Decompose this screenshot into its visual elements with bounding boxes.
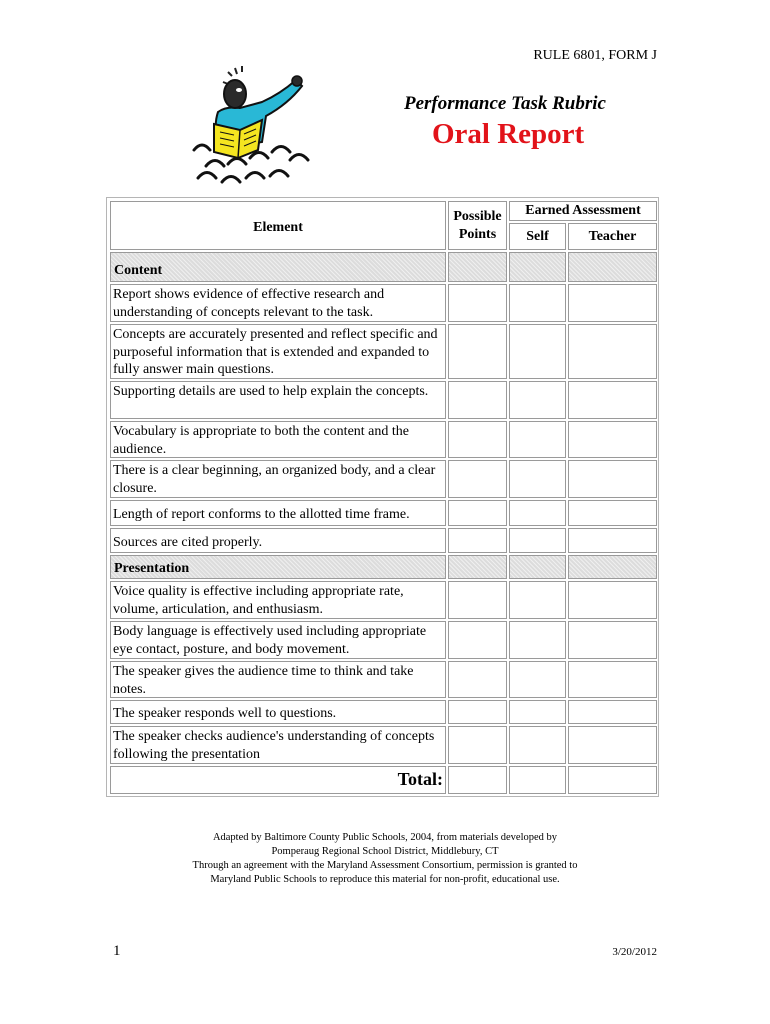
possible-points-cell[interactable] bbox=[448, 726, 507, 764]
teacher-score-cell[interactable] bbox=[568, 284, 657, 322]
possible-points-cell[interactable] bbox=[448, 460, 507, 498]
teacher-score-cell[interactable] bbox=[568, 726, 657, 764]
self-label: Self bbox=[526, 229, 549, 244]
possible-points-cell[interactable] bbox=[448, 381, 507, 419]
possible-points-cell[interactable] bbox=[448, 421, 507, 458]
possible-points-cell[interactable] bbox=[448, 324, 507, 379]
possible-points-cell[interactable] bbox=[448, 528, 507, 553]
self-score-cell[interactable] bbox=[509, 581, 566, 619]
document-date: 3/20/2012 bbox=[612, 946, 657, 958]
subtitle: Performance Task Rubric bbox=[404, 93, 606, 114]
teacher-label: Teacher bbox=[588, 229, 637, 244]
teacher-score-cell[interactable] bbox=[568, 700, 657, 724]
possible-points-header bbox=[448, 201, 507, 250]
section-presentation bbox=[110, 555, 446, 579]
footer-attribution bbox=[0, 831, 770, 887]
page-title: Oral Report bbox=[432, 118, 585, 150]
teacher-score-cell[interactable] bbox=[568, 324, 657, 379]
points-label: Points bbox=[458, 227, 497, 242]
element-header bbox=[110, 201, 446, 250]
section-shade bbox=[448, 252, 507, 282]
form-rule-label: RULE 6801, FORM J bbox=[533, 48, 657, 63]
earned-assessment-header bbox=[509, 201, 657, 221]
presenter-reading-to-audience-icon bbox=[190, 60, 314, 186]
teacher-score-cell[interactable] bbox=[568, 621, 657, 659]
table-row: Length of report conforms to the allotted time frame. bbox=[110, 500, 446, 526]
teacher-score-cell[interactable] bbox=[568, 581, 657, 619]
teacher-score-cell[interactable] bbox=[568, 460, 657, 498]
teacher-score-cell[interactable] bbox=[568, 500, 657, 526]
section-content bbox=[110, 252, 446, 282]
section-shade bbox=[568, 252, 657, 282]
table-row: There is a clear beginning, an organized body, and a clear closure. bbox=[110, 460, 446, 498]
page-number: 1 bbox=[113, 943, 121, 959]
table-row: Sources are cited properly. bbox=[110, 528, 446, 553]
teacher-score-cell[interactable] bbox=[568, 381, 657, 419]
possible-points-cell[interactable] bbox=[448, 581, 507, 619]
earned-assessment-label: Earned Assessment bbox=[525, 203, 641, 218]
teacher-header bbox=[568, 223, 657, 250]
total-self-cell[interactable] bbox=[509, 766, 566, 794]
self-score-cell[interactable] bbox=[509, 700, 566, 724]
teacher-score-cell[interactable] bbox=[568, 661, 657, 698]
table-row: Supporting details are used to help explain the concepts. bbox=[110, 381, 446, 419]
section-shade bbox=[509, 252, 566, 282]
self-score-cell[interactable] bbox=[509, 284, 566, 322]
self-score-cell[interactable] bbox=[509, 726, 566, 764]
total-teacher-cell[interactable] bbox=[568, 766, 657, 794]
section-presentation-label: Presentation bbox=[114, 561, 190, 576]
section-content-label: Content bbox=[114, 263, 163, 278]
teacher-score-cell[interactable] bbox=[568, 421, 657, 458]
possible-points-cell[interactable] bbox=[448, 661, 507, 698]
section-shade bbox=[568, 555, 657, 579]
self-score-cell[interactable] bbox=[509, 500, 566, 526]
self-score-cell[interactable] bbox=[509, 421, 566, 458]
table-row: Voice quality is effective including appropriate rate, volume, articulation, and enthusiasm. bbox=[110, 581, 446, 619]
footer-line: Pomperaug Regional School District, Middlebury, CT bbox=[271, 846, 499, 857]
self-score-cell[interactable] bbox=[509, 621, 566, 659]
possible-points-cell[interactable] bbox=[448, 700, 507, 724]
teacher-score-cell[interactable] bbox=[568, 528, 657, 553]
self-score-cell[interactable] bbox=[509, 460, 566, 498]
footer-line: Through an agreement with the Maryland Assessment Consortium, permission is granted to bbox=[192, 860, 578, 871]
self-score-cell[interactable] bbox=[509, 381, 566, 419]
total-row bbox=[110, 766, 446, 794]
table-row: Body language is effectively used including appropriate eye contact, posture, and body movement. bbox=[110, 621, 446, 659]
table-row: Vocabulary is appropriate to both the content and the audience. bbox=[110, 421, 446, 458]
self-score-cell[interactable] bbox=[509, 324, 566, 379]
element-header-label: Element bbox=[253, 220, 303, 235]
table-row: The speaker responds well to questions. bbox=[110, 700, 446, 724]
self-header bbox=[509, 223, 566, 250]
section-shade bbox=[509, 555, 566, 579]
possible-label: Possible bbox=[453, 209, 502, 224]
total-label: Total: bbox=[397, 769, 443, 789]
possible-points-cell[interactable] bbox=[448, 284, 507, 322]
table-row: The speaker checks audience's understanding of concepts following the presentation bbox=[110, 726, 446, 764]
table-row: Report shows evidence of effective research and understanding of concepts relevant to the task. bbox=[110, 284, 446, 322]
footer-line: Maryland Public Schools to reproduce this material for non-profit, educational use. bbox=[210, 874, 560, 885]
self-score-cell[interactable] bbox=[509, 661, 566, 698]
section-shade bbox=[448, 555, 507, 579]
total-possible-cell[interactable] bbox=[448, 766, 507, 794]
rubric-table bbox=[106, 197, 659, 797]
table-row: Concepts are accurately presented and reflect specific and purposeful information that is extended and expanded to fully answer main questions. bbox=[110, 324, 446, 379]
possible-points-cell[interactable] bbox=[448, 500, 507, 526]
self-score-cell[interactable] bbox=[509, 528, 566, 553]
footer-line: Adapted by Baltimore County Public Schools, 2004, from materials developed by bbox=[212, 832, 558, 843]
possible-points-cell[interactable] bbox=[448, 621, 507, 659]
table-row: The speaker gives the audience time to think and take notes. bbox=[110, 661, 446, 698]
